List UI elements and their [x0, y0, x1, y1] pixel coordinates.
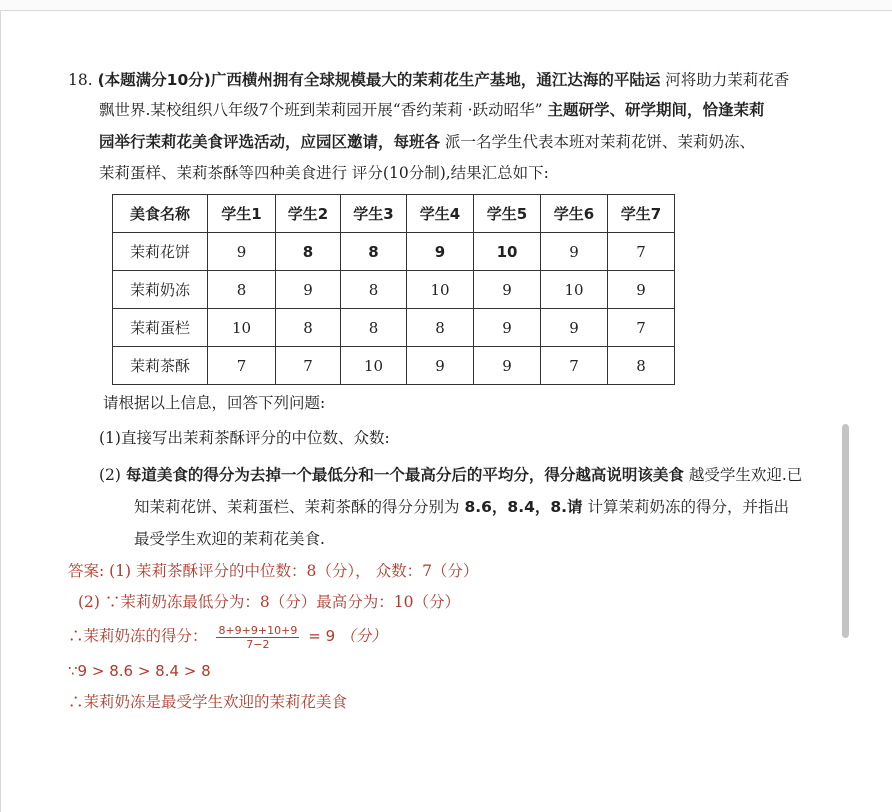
scores-table	[112, 194, 675, 385]
table-header-cell: 美食名称	[113, 195, 208, 233]
table-cell: 9	[208, 233, 276, 271]
table-cell: 9	[608, 271, 675, 309]
table-cell: 7	[608, 309, 675, 347]
table-row	[113, 309, 675, 347]
page-left-edge	[0, 10, 1, 812]
table-cell: 10	[208, 309, 276, 347]
table-cell: 10	[474, 233, 541, 271]
part-2-line-2-bold: 8.6，8.4，8.请	[464, 498, 583, 516]
table-row	[113, 233, 675, 271]
table-header-cell: 学生6	[541, 195, 608, 233]
answer-line-1: 答案: (1) 茉莉茶酥评分的中位数：8（分）， 众数：7（分）	[68, 562, 479, 580]
table-cell: 9	[541, 233, 608, 271]
fraction-denominator: 7−2	[246, 637, 270, 651]
table-header-cell: 学生3	[341, 195, 407, 233]
part-2-line-2	[134, 494, 789, 520]
answer-unit: （分）	[340, 627, 387, 645]
fraction-numerator: 8+9+9+10+9	[218, 623, 298, 637]
question-line-1-bold: (本题满分10分)广西横州拥有全球规模最大的茉莉花生产基地，通江达海的平陆运	[97, 71, 661, 89]
table-cell: 8	[276, 233, 341, 271]
table-row-label: 茉莉花饼	[113, 233, 208, 271]
answer-line-3-prefix: ∴茉莉奶冻的得分：	[68, 627, 208, 645]
question-line-1-tail: 河将助力茉莉花香	[665, 71, 790, 89]
page-top-edge	[0, 0, 892, 11]
table-row	[113, 271, 675, 309]
part-2-number: (2)	[99, 466, 121, 484]
table-cell: 8	[276, 309, 341, 347]
table-cell: 10	[407, 271, 474, 309]
vertical-scrollbar[interactable]	[842, 424, 849, 638]
part-2-tail: 越受学生欢迎.已	[688, 466, 803, 484]
question-line-2	[99, 97, 764, 123]
table-cell: 7	[541, 347, 608, 385]
question-number: 18.	[68, 71, 93, 89]
part-1-question: (1)直接写出茉莉茶酥评分的中位数、众数:	[99, 429, 390, 447]
question-line-2-bold: 主题研学、研学期间，恰逢茉莉	[547, 101, 765, 119]
table-row-label: 茉莉奶冻	[113, 271, 208, 309]
table-header-cell: 学生1	[208, 195, 276, 233]
answer-fraction	[216, 624, 299, 651]
table-header-cell: 学生7	[608, 195, 675, 233]
part-2-line-2-a: 知茉莉花饼、茉莉蛋栏、茉莉茶酥的得分分别为	[134, 498, 460, 516]
table-cell: 9	[541, 309, 608, 347]
table-cell: 9	[474, 347, 541, 385]
question-line-1	[68, 67, 789, 93]
table-cell: 10	[341, 347, 407, 385]
answer-result: = 9	[308, 627, 336, 645]
table-header-cell: 学生4	[407, 195, 474, 233]
table-cell: 8	[341, 309, 407, 347]
question-line-3	[99, 129, 755, 155]
part-2-bold: 每道美食的得分为去掉一个最低分和一个最高分后的平均分，得分越高说明该美食	[125, 466, 684, 484]
question-line-3-tail: 派一名学生代表本班对茉莉花饼、茉莉奶冻、	[444, 133, 755, 151]
table-cell: 9	[474, 309, 541, 347]
table-cell: 9	[474, 271, 541, 309]
table-cell: 9	[276, 271, 341, 309]
table-cell: 9	[407, 233, 474, 271]
part-2-line-3: 最受学生欢迎的茉莉花美食.	[134, 530, 325, 548]
table-cell: 8	[341, 271, 407, 309]
part-2-line-2-b: 计算茉莉奶冻的得分，并指出	[587, 498, 789, 516]
table-cell: 8	[341, 233, 407, 271]
table-header-cell: 学生5	[474, 195, 541, 233]
table-header-cell: 学生2	[276, 195, 341, 233]
question-line-3-bold: 园举行茉莉花美食评选活动，应园区邀请，每班各	[99, 133, 441, 151]
table-row-label: 茉莉蛋栏	[113, 309, 208, 347]
table-cell: 8	[407, 309, 474, 347]
answer-line-5: ∴茉莉奶冻是最受学生欢迎的茉莉花美食	[68, 693, 348, 711]
table-cell: 7	[208, 347, 276, 385]
table-cell: 9	[407, 347, 474, 385]
table-cell: 8	[208, 271, 276, 309]
answer-line-2: (2) ∵茉莉奶冻最低分为：8（分）最高分为：10（分）	[78, 593, 460, 611]
table-header-row	[113, 195, 675, 233]
table-row-label: 茉莉茶酥	[113, 347, 208, 385]
answer-line-3	[68, 623, 387, 651]
table-cell: 7	[276, 347, 341, 385]
part-2-line-1	[99, 462, 802, 488]
answer-line-4: ∵9 > 8.6 > 8.4 > 8	[68, 662, 211, 680]
table-cell: 8	[608, 347, 675, 385]
table-row	[113, 347, 675, 385]
question-line-2-normal: 飘世界.某校组织八年级7个班到茉莉园开展“香约茉莉 ·跃动昭华”	[99, 101, 543, 119]
instruction-line: 请根据以上信息，回答下列问题:	[103, 394, 326, 412]
question-line-4: 茉莉蛋样、茉莉茶酥等四种美食进行 评分(10分制),结果汇总如下:	[99, 164, 549, 182]
table-cell: 10	[541, 271, 608, 309]
table-cell: 7	[608, 233, 675, 271]
